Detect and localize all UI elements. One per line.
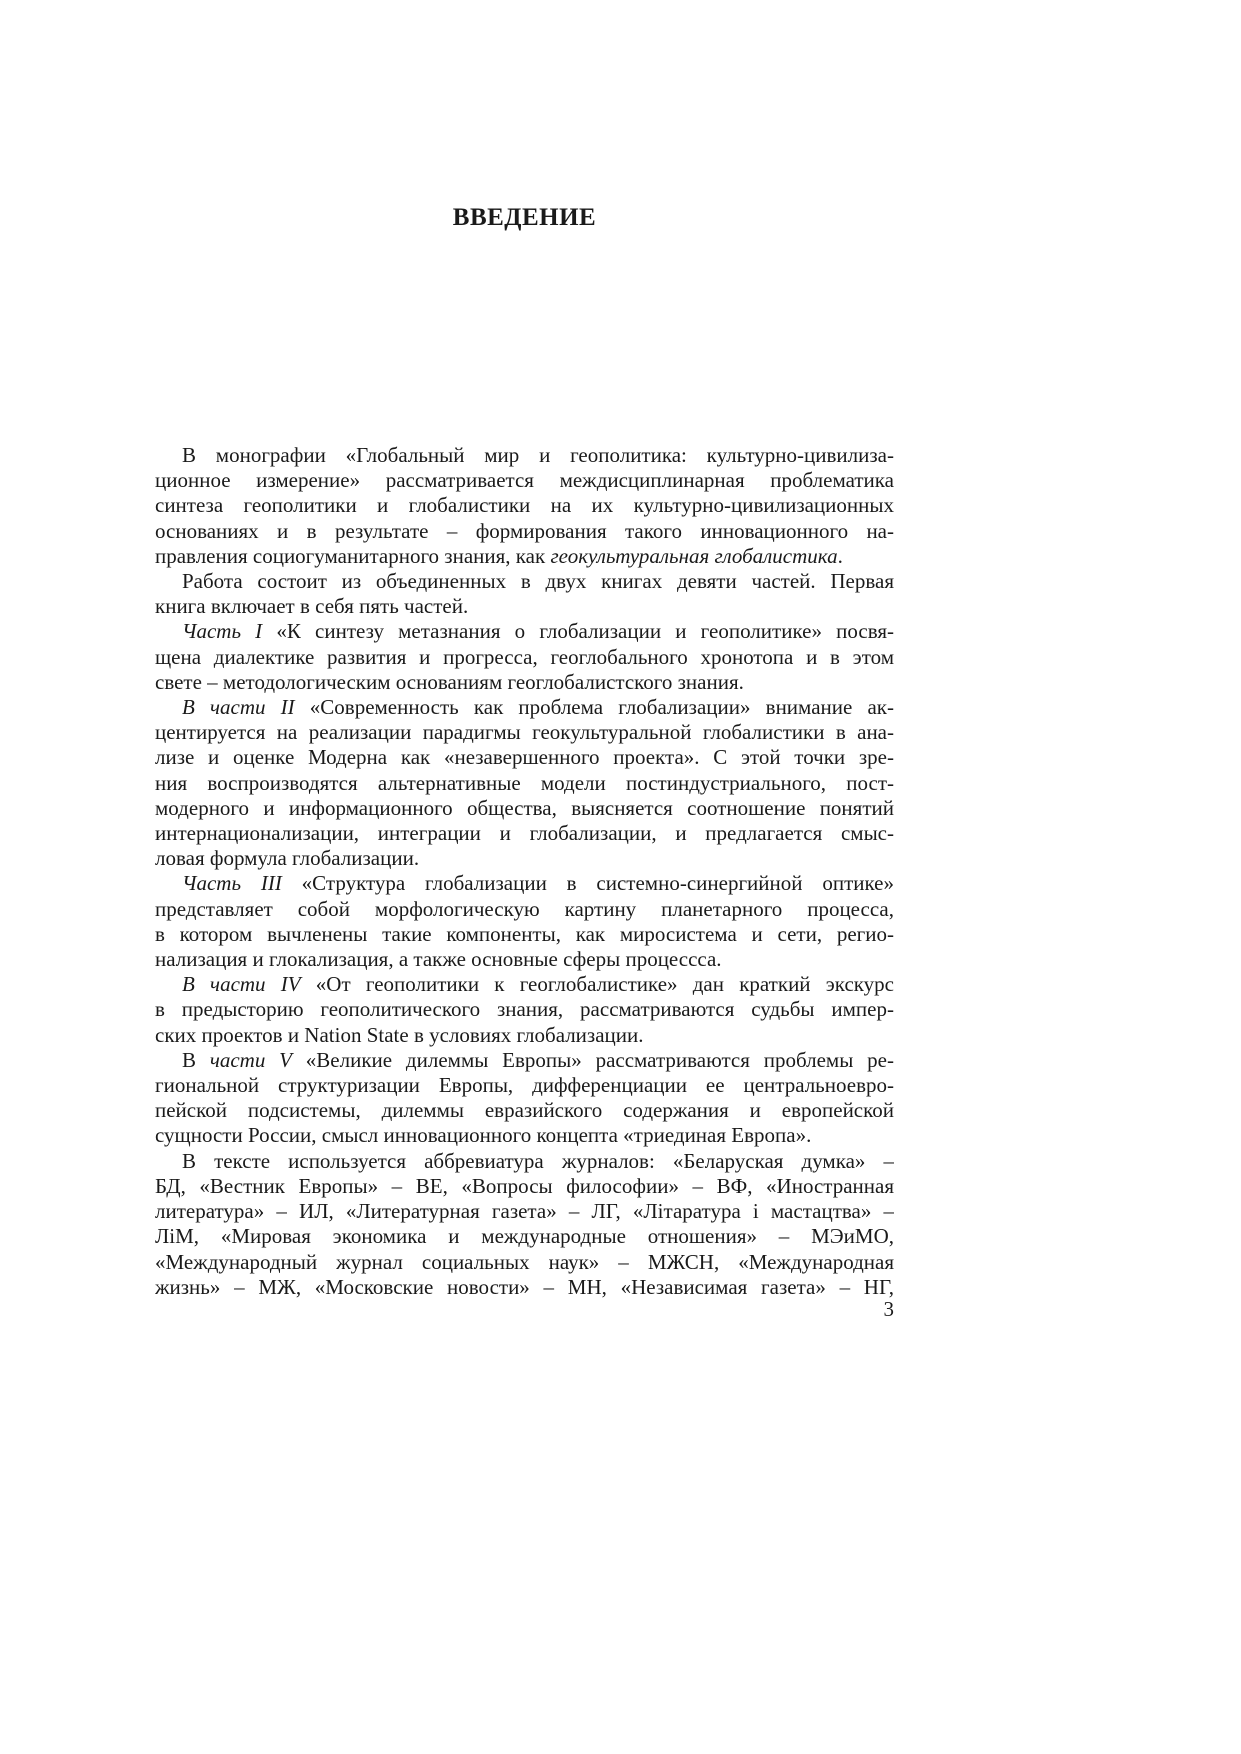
text-line	[155, 821, 894, 846]
text-run: щена диалектике развития и прогресса, геоглобального хронотопа и в этом	[155, 644, 894, 669]
text-run: книга включает в себя пять частей.	[155, 594, 469, 619]
text-line	[155, 922, 894, 947]
text-run: жизнь» – МЖ, «Московские новости» – МН, «Независимая газета» – НГ,	[155, 1274, 894, 1299]
text-run: в котором вычленены такие компоненты, как миросистема и сети, регио-	[155, 921, 894, 946]
text-line	[155, 645, 894, 670]
text-run: Работа состоит из объединенных в двух книгах девяти частей. Первая	[182, 569, 894, 594]
text-line	[155, 1275, 894, 1300]
text-line	[155, 569, 894, 594]
text-line	[155, 594, 894, 619]
text-run: ЛіМ, «Мировая экономика и международные отношения» – МЭиМО,	[155, 1224, 894, 1249]
text-line	[155, 443, 894, 468]
text-run: В тексте используется аббревиатура журналов: «Беларуская думка» –	[182, 1148, 894, 1173]
text-line	[155, 468, 894, 493]
text-line	[155, 519, 894, 544]
text-line	[155, 1123, 894, 1148]
text-line	[155, 1023, 894, 1048]
italic-run: Часть III	[182, 871, 282, 896]
text-run: «Структура глобализации в системно-синергийной оптике»	[281, 871, 894, 896]
text-line	[155, 720, 894, 745]
text-line	[155, 846, 894, 871]
text-line	[155, 1224, 894, 1249]
text-line	[155, 997, 894, 1022]
text-run: интернационализации, интеграции и глобализации, и предлагается смыс-	[155, 821, 894, 846]
page-number: 3	[883, 1297, 894, 1321]
text-run: ловая формула глобализации.	[155, 846, 420, 871]
text-line	[155, 897, 894, 922]
text-line	[155, 619, 894, 644]
text-line	[155, 670, 894, 695]
italic-run: геокультуральная глобалистика	[550, 543, 838, 568]
text-line	[155, 1048, 894, 1073]
text-line	[155, 745, 894, 770]
italic-run: части V	[209, 1047, 292, 1072]
text-run: БД, «Вестник Европы» – ВЕ, «Вопросы философии» – ВФ, «Иностранная	[155, 1173, 894, 1198]
text-run: основаниях и в результате – формирования такого инновационного на-	[155, 518, 894, 543]
text-run: «Современность как проблема глобализации» внимание ак-	[294, 695, 894, 720]
page-title: ВВЕДЕНИЕ	[452, 204, 597, 231]
text-line	[155, 871, 894, 896]
text-run: .	[837, 543, 843, 568]
text-run: ских проектов и Nation State в условиях глобализации.	[155, 1022, 644, 1047]
text-run: ния воспроизводятся альтернативные модели постиндустриального, пост-	[155, 770, 894, 795]
text-run: модерного и информационного общества, выясняется соотношение понятий	[155, 795, 894, 820]
text-line	[155, 1250, 894, 1275]
text-run: свете – методологическим основаниям геоглобалистского знания.	[155, 669, 744, 694]
text-run: лизе и оценке Модерна как «незавершенного проекта». С этой точки зре-	[155, 745, 894, 770]
text-run: литература» – ИЛ, «Литературная газета» – ЛГ, «Літаратура і мастацтва» –	[155, 1199, 894, 1224]
text-run: представляет собой морфологическую картину планетарного процесса,	[155, 896, 894, 921]
text-run: гиональной структуризации Европы, дифференциации ее центральноевро-	[155, 1073, 894, 1098]
text-run: В монографии «Глобальный мир и геополитика: культурно-цивилиза-	[182, 443, 894, 467]
text-line	[155, 771, 894, 796]
text-run: «От геополитики к геоглобалистике» дан краткий экскурс	[300, 972, 894, 997]
text-run: «К синтезу метазнания о глобализации и геополитике» посвя-	[262, 619, 894, 644]
text-run: «Великие дилеммы Европы» рассматриваются проблемы ре-	[291, 1047, 894, 1072]
text-run: нализация и глокализация, а также основные сферы процессса.	[155, 947, 722, 972]
text-line	[155, 1149, 894, 1174]
text-run: ционное измерение» рассматривается междисциплинарная проблематика	[155, 468, 894, 493]
text-line	[155, 796, 894, 821]
text-line	[155, 1174, 894, 1199]
text-run: сущности России, смысл инновационного концепта «триединая Европа».	[155, 1123, 812, 1148]
text-run: правления социогуманитарного знания, как	[155, 543, 551, 568]
text-run: пейской подсистемы, дилеммы евразийского содержания и европейской	[155, 1098, 894, 1123]
text-line	[155, 1098, 894, 1123]
body-text	[155, 443, 894, 1300]
text-run: В	[182, 1047, 210, 1072]
text-line	[155, 1199, 894, 1224]
text-line	[155, 493, 894, 518]
text-line	[155, 544, 894, 569]
italic-run: Часть I	[182, 619, 263, 644]
text-run: центируется на реализации парадигмы геокультуральной глобалистики в ана-	[155, 720, 894, 745]
italic-run: В части II	[182, 695, 295, 720]
text-run: в предысторию геополитического знания, рассматриваются судьбы импер-	[155, 997, 894, 1022]
text-line	[155, 972, 894, 997]
text-line	[155, 1073, 894, 1098]
text-run: синтеза геополитики и глобалистики на их культурно-цивилизационных	[155, 493, 894, 518]
text-line	[155, 947, 894, 972]
italic-run: В части IV	[182, 972, 301, 997]
text-line	[155, 695, 894, 720]
text-run: «Международный журнал социальных наук» – МЖСН, «Международная	[155, 1249, 894, 1274]
